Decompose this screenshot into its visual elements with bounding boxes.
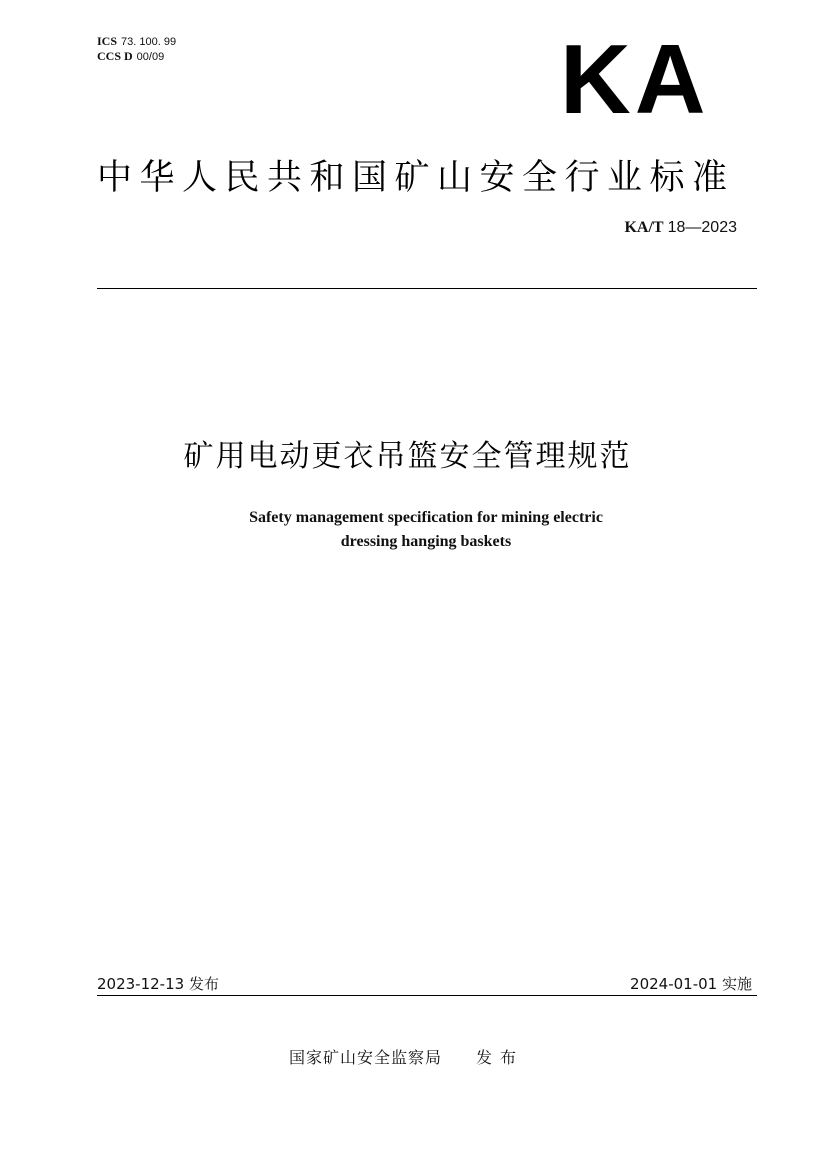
ccs-value: 00/09 xyxy=(136,51,165,63)
standard-num: 18—2023 xyxy=(667,219,737,236)
title-en-line2: dressing hanging baskets xyxy=(340,533,512,550)
classification-codes xyxy=(97,34,176,64)
issue-label: 发布 xyxy=(476,1048,525,1067)
title-en-line1: Safety management specification for mining electric xyxy=(249,509,603,526)
document-title-en xyxy=(0,506,815,554)
ccs-label: CCS D xyxy=(97,49,133,63)
ka-logo: KA xyxy=(560,24,710,134)
publish-date: 2023-12-13 发布 xyxy=(97,975,219,993)
standard-code: KA/T xyxy=(624,219,664,236)
top-divider xyxy=(97,288,757,289)
ics-value: 73. 100. 99 xyxy=(121,36,177,48)
ics-label: ICS xyxy=(97,34,118,48)
national-standard-heading: 中华人民共和国矿山安全行业标准 xyxy=(97,158,735,198)
implement-date: 2024-01-01 实施 xyxy=(630,975,752,993)
issuer-line xyxy=(289,1045,524,1068)
ics-line xyxy=(97,34,176,49)
standard-number xyxy=(624,219,737,237)
issuer-name: 国家矿山安全监察局 xyxy=(289,1048,443,1067)
bottom-divider xyxy=(97,995,757,996)
document-title-cn: 矿用电动更衣吊篮安全管理规范 xyxy=(183,439,632,474)
ccs-line xyxy=(97,49,176,64)
